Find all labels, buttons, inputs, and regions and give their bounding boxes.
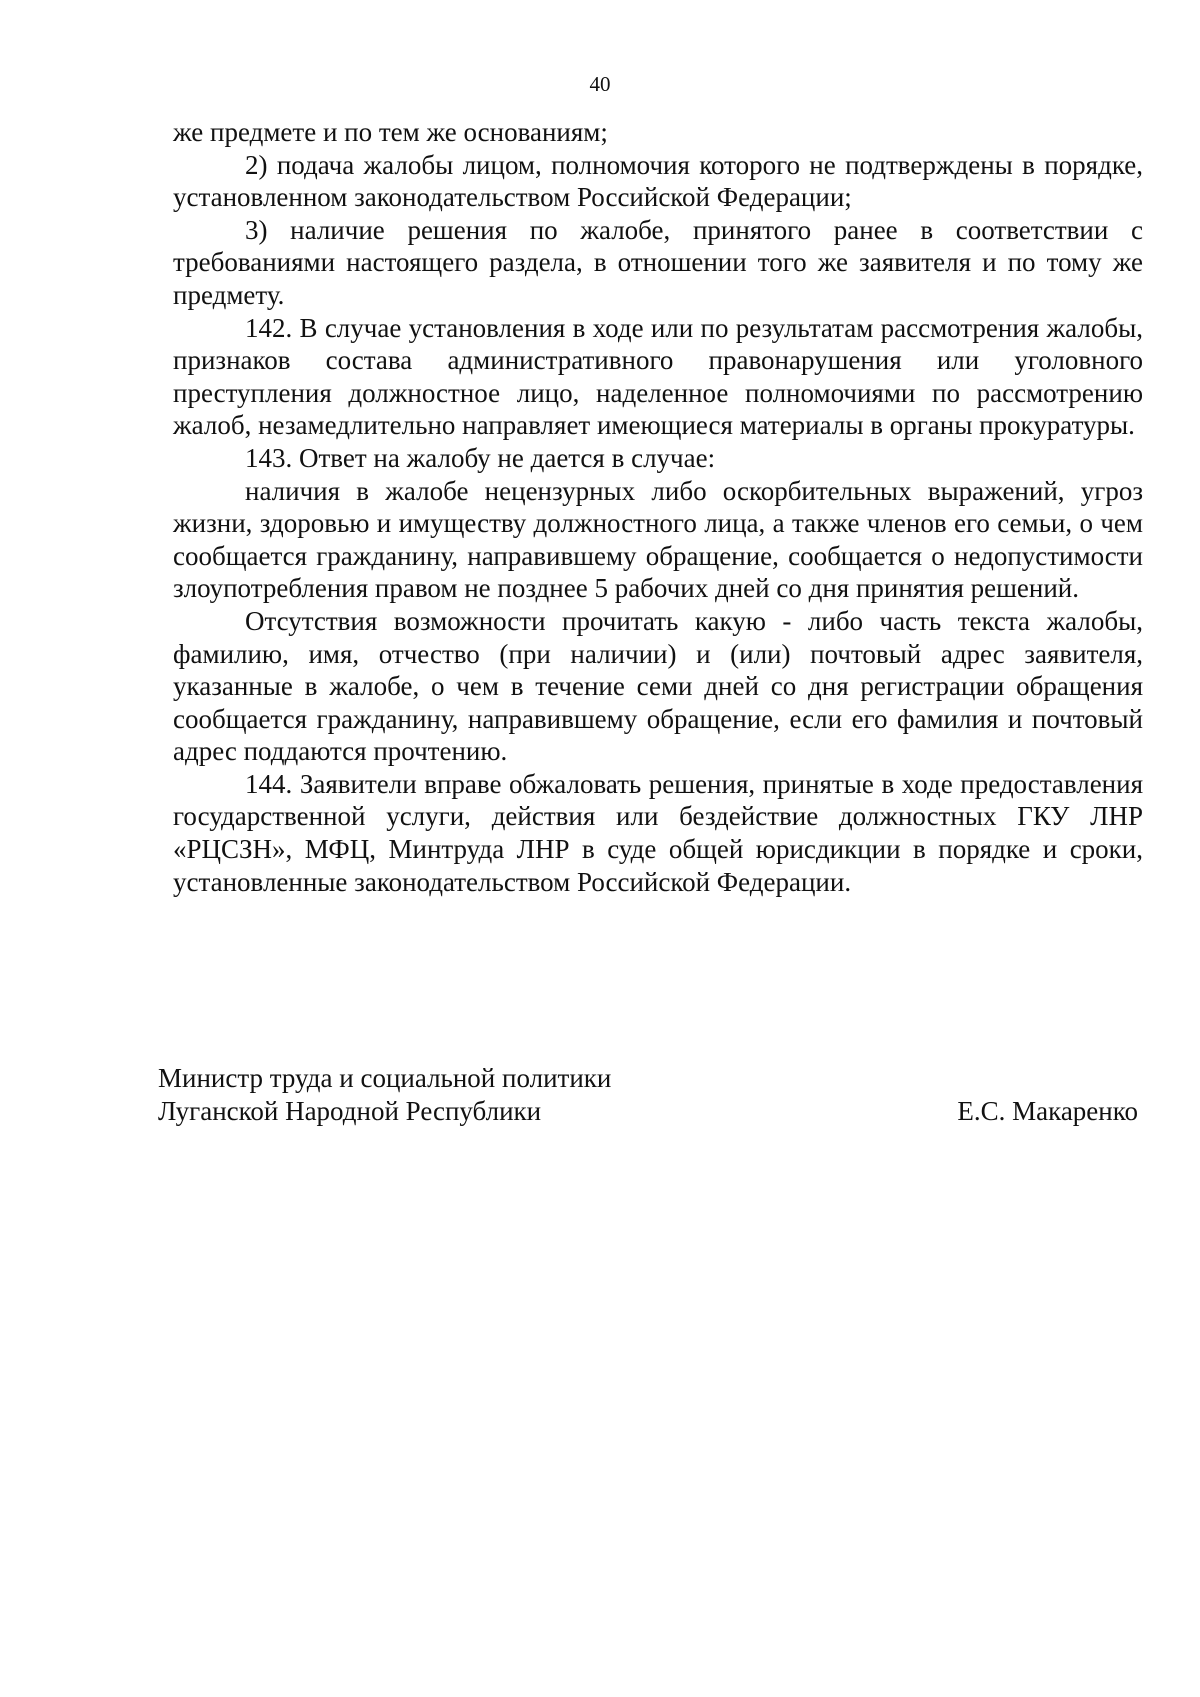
paragraph: Отсутствия возможности прочитать какую - либо часть текста жалобы, фамилию, имя, отчество (при наличии) и (или) почтовый адрес заявителя, указанные в жалобе, о чем в течение семи дней со дня регистрации обращения сообщается гражданину, направившему обращение, если его фамилия и почтовый адрес поддаются прочтению. [173,605,1143,767]
signature-block [158,1062,1138,1127]
paragraph: наличия в жалобе нецензурных либо оскорбительных выражений, угроз жизни, здоровью и имуществу должностного лица, а также членов его семьи, о чем сообщается гражданину, направившему обращение, сообщается о недопустимости злоупотребления правом не позднее 5 рабочих дней со дня принятия решений. [173,475,1143,604]
document-body [173,116,1143,898]
signatory-title-line2: Луганской Народной Республики [158,1095,542,1126]
paragraph: 142. В случае установления в ходе или по результатам рассмотрения жалобы, признаков состава административного правонарушения или уголовного преступления должностное лицо, наделенное полномочиями по рассмотрению жалоб, незамедлительно направляет имеющиеся материалы в органы прокуратуры. [173,312,1143,441]
signatory-title-line1: Министр труда и социальной политики [158,1063,612,1093]
signatory-name: Е.С. Макаренко [957,1095,1138,1126]
page-number: 40 [589,72,611,96]
paragraph: же предмете и по тем же основаниям; [173,117,608,147]
paragraph: 2) подача жалобы лицом, полномочия которого не подтверждены в порядке, установленном законодательством Российской Федерации; [173,149,1143,213]
signature-line [158,1095,1138,1128]
paragraph: 143. Ответ на жалобу не дается в случае: [245,442,716,473]
paragraph: 144. Заявители вправе обжаловать решения, принятые в ходе предоставления государственной услуги, действия или бездействие должностных ГКУ ЛНР «РЦСЗН», МФЦ, Минтруда ЛНР в суде общей юрисдикции в порядке и сроки, установленные законодательством Российской Федерации. [173,768,1143,897]
paragraph: 3) наличие решения по жалобе, принятого ранее в соответствии с требованиями настоящего раздела, в отношении того же заявителя и по тому же предмету. [173,214,1143,310]
